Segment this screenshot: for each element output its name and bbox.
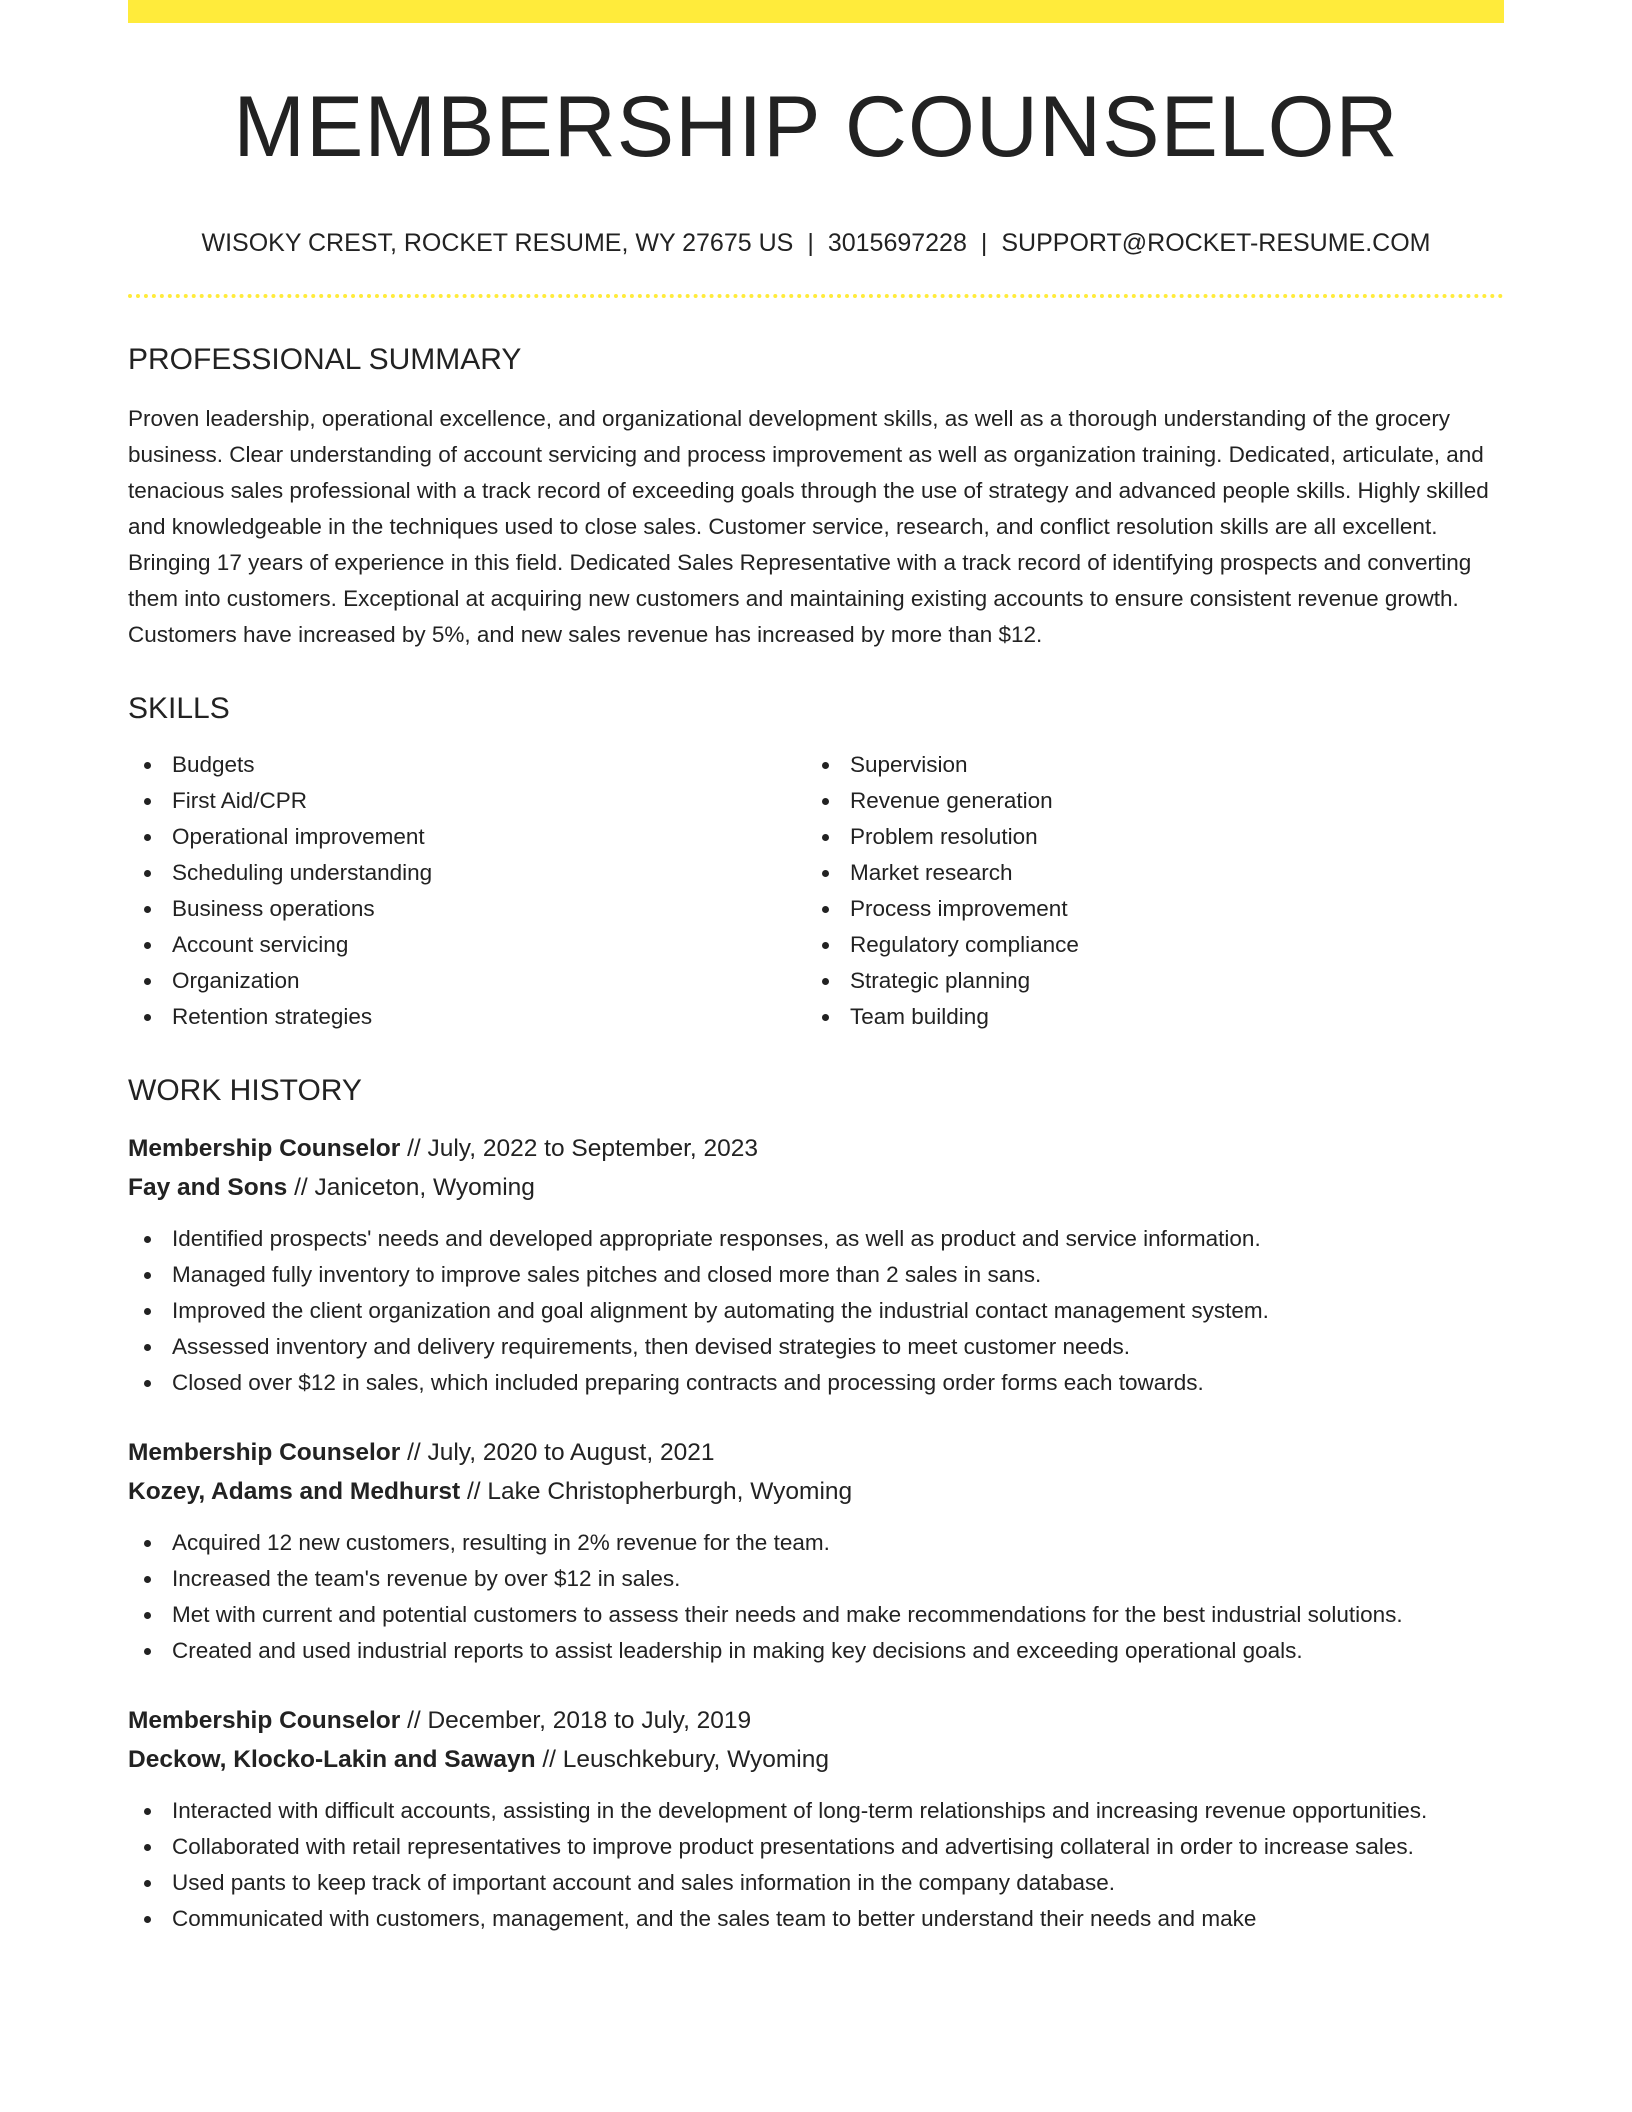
skill-item: Business operations <box>128 891 806 927</box>
resume-name-title: MEMBERSHIP COUNSELOR <box>233 79 1399 175</box>
skill-item: Process improvement <box>806 891 1484 927</box>
job-role: Membership Counselor <box>128 1135 401 1162</box>
job-bullet: Communicated with customers, management, and the sales team to better understand their needs and make <box>128 1901 1504 1937</box>
skills-column-left <box>128 747 806 1035</box>
skill-item: Account servicing <box>128 927 806 963</box>
contact-phone: 3015697228 <box>827 229 967 257</box>
job-role: Membership Counselor <box>128 1707 401 1734</box>
contact-separator: | <box>980 229 988 257</box>
work-history-heading: WORK HISTORY <box>128 1074 362 1107</box>
job-role-line <box>128 1129 1504 1168</box>
job-bullet: Increased the team's revenue by over $12 in sales. <box>128 1561 1504 1597</box>
job-entry <box>128 1129 1504 1401</box>
job-company: Deckow, Klocko-Lakin and Sawayn <box>128 1746 536 1773</box>
job-bullet: Collaborated with retail representatives to improve product presentations and advertising collateral in order to increase sales. <box>128 1829 1504 1865</box>
job-company: Fay and Sons <box>128 1174 288 1201</box>
job-dates: // July, 2022 to September, 2023 <box>400 1135 759 1162</box>
accent-top-bar <box>128 0 1504 23</box>
job-bullet: Managed fully inventory to improve sales pitches and closed more than 2 sales in sans. <box>128 1257 1504 1293</box>
job-company-line <box>128 1740 1504 1779</box>
job-dates: // December, 2018 to July, 2019 <box>400 1707 752 1734</box>
job-role-line <box>128 1701 1504 1740</box>
skill-item: Strategic planning <box>806 963 1484 999</box>
job-bullet: Interacted with difficult accounts, assisting in the development of long-term relationships and increasing revenue opportunities. <box>128 1793 1504 1829</box>
skills-column-right <box>806 747 1484 1035</box>
skill-item: First Aid/CPR <box>128 783 806 819</box>
job-bullets <box>128 1793 1504 1937</box>
job-bullet: Used pants to keep track of important account and sales information in the company database. <box>128 1865 1504 1901</box>
job-bullets <box>128 1525 1504 1669</box>
job-entry <box>128 1433 1504 1669</box>
job-location: // Leuschkebury, Wyoming <box>535 1746 829 1773</box>
job-location: // Janiceton, Wyoming <box>287 1174 535 1201</box>
skill-item: Retention strategies <box>128 999 806 1035</box>
job-bullet: Acquired 12 new customers, resulting in 2% revenue for the team. <box>128 1525 1504 1561</box>
contact-separator: | <box>807 229 814 257</box>
job-company: Kozey, Adams and Medhurst <box>128 1478 461 1505</box>
job-company-line <box>128 1168 1504 1207</box>
contact-line <box>128 228 1504 258</box>
skills-heading: SKILLS <box>128 692 230 725</box>
skill-item: Problem resolution <box>806 819 1484 855</box>
job-role: Membership Counselor <box>128 1439 401 1466</box>
job-bullet: Improved the client organization and goal alignment by automating the industrial contact management system. <box>128 1293 1504 1329</box>
skill-item: Team building <box>806 999 1484 1035</box>
job-bullet: Closed over $12 in sales, which included preparing contracts and processing order forms each towards. <box>128 1365 1504 1401</box>
skill-item: Organization <box>128 963 806 999</box>
job-bullets <box>128 1221 1504 1401</box>
skills-grid <box>128 747 1504 1035</box>
job-bullet: Assessed inventory and delivery requirements, then devised strategies to meet customer needs. <box>128 1329 1504 1365</box>
skill-item: Revenue generation <box>806 783 1484 819</box>
summary-heading: PROFESSIONAL SUMMARY <box>128 343 522 376</box>
job-location: // Lake Christopherburgh, Wyoming <box>460 1478 853 1505</box>
job-bullet: Identified prospects' needs and developed appropriate responses, as well as product and service information. <box>128 1221 1504 1257</box>
job-role-line <box>128 1433 1504 1472</box>
job-entry <box>128 1701 1504 1937</box>
dotted-divider <box>128 294 1504 298</box>
skill-item: Budgets <box>128 747 806 783</box>
skill-item: Supervision <box>806 747 1484 783</box>
contact-address: WISOKY CREST, ROCKET RESUME, WY 27675 US <box>201 229 794 257</box>
skill-item: Operational improvement <box>128 819 806 855</box>
job-dates: // July, 2020 to August, 2021 <box>400 1439 715 1466</box>
job-bullet: Met with current and potential customers to assess their needs and make recommendations for the best industrial solutions. <box>128 1597 1504 1633</box>
job-company-line <box>128 1472 1504 1511</box>
skill-item: Scheduling understanding <box>128 855 806 891</box>
contact-email: SUPPORT@ROCKET-RESUME.COM <box>1001 229 1431 257</box>
resume-page <box>128 0 1504 1937</box>
job-bullet: Created and used industrial reports to assist leadership in making key decisions and exceeding operational goals. <box>128 1633 1504 1669</box>
summary-paragraph: Proven leadership, operational excellence, and organizational development skills, as well as a thorough understanding of the grocery business. Clear understanding of account servicing and process improvement as well as organization training. Dedicated, articulate, and tenacious sales professional with a track record of exceeding goals through the use of strategy and advanced people skills. Highly skilled and knowledgeable in the techniques used to close sales. Customer service, research, and conflict resolution skills are all excellent. Bringing 17 years of experience in this field. Dedicated Sales Representative with a track record of identifying prospects and converting them into customers. Exceptional at acquiring new customers and maintaining existing accounts to ensure consistent revenue growth. Customers have increased by 5%, and new sales revenue has increased by more than $12. <box>128 406 1489 647</box>
skill-item: Market research <box>806 855 1484 891</box>
skill-item: Regulatory compliance <box>806 927 1484 963</box>
